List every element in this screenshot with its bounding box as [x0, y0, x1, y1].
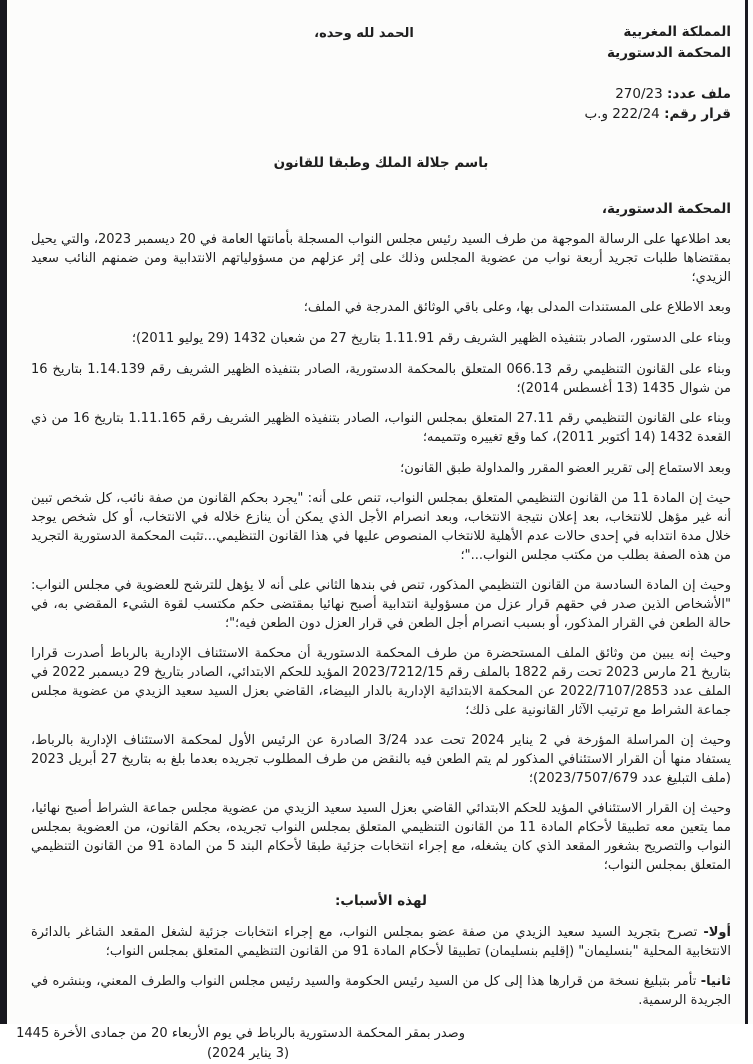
file-number-value: 270/23 [615, 85, 663, 102]
court-intro-line: المحكمة الدستورية، [601, 200, 731, 217]
paragraph-constitution-basis: وبناء على الدستور، الصادر بتنفيذه الظهير الشريف رقم 1.11.91 بتاريخ 27 من شعبان 1432 (29 يوليو 2011)؛ [131, 331, 731, 347]
document-content [7, 0, 745, 1064]
paragraph-article-11: حيث إن المادة 11 من القانون التنظيمي المتعلق بمجلس النواب، تنص على أنه: "يجرد بحكم القانون من صفة نائب، كل شخص تبين أنه غير مؤهل للانتخاب، بعد إعلان نتيجة الانتخاب، وبعد انصرام الأجل الذي يمكن أن ينازع خلاله في الانتخاب، أو كل شخص يوجد خلال مدة انتدابه في إحدى حالات عدم الأهلية للانتخاب المنصوص عليها في هذا القانون التنظيمي...تثبت المحكمة الدستورية التجريد من هذه الصفة بطلب من مكتب مجلس النواب..."؛ [31, 491, 731, 563]
ruling-first-label: أولا- [703, 924, 731, 940]
case-references [31, 84, 731, 125]
file-number-label: ملف عدد: [667, 85, 731, 102]
letterhead [607, 22, 731, 64]
paragraph-documents-review: وبعد الاطلاع على المستندات المدلى بها، وعلى باقي الوثائق المدرجة في الملف؛ [303, 300, 731, 316]
paragraph-appeal-ruling: وحيث إنه يبين من وثائق الملف المستحضرة من طرف المحكمة الدستورية أن محكمة الاستئناف الإدارية بالرباط أصدرت قرارا بتاريخ 21 مارس 2023 تحت رقم 1822 بالملف رقم 2023/7212/15 المؤيد للحكم الابتدائي، الصادر بتاريخ 29 ديسمبر 2022 في الملف عدد 2022/7107/2853 عن المحكمة الابتدائية الإدارية بالدار البيضاء، القاضي بعزل السيد سعيد الزيدي من عضوية مجلس جماعة الشراط مع ترتيب الآثار القانونية على ذلك؛ [31, 646, 732, 718]
decision-number-value: 222/24 و.ب [584, 106, 660, 123]
closing-block [16, 1025, 465, 1064]
court-title: المحكمة الدستورية [606, 44, 731, 61]
ruling-second [31, 973, 731, 1010]
file-number-line [31, 84, 731, 104]
basmala: الحمد لله وحده، [314, 26, 414, 41]
ruling-second-label: ثانيا- [700, 974, 731, 990]
scan-right-edge [745, 0, 748, 1024]
decision-number-label: قرار رقم: [664, 106, 731, 123]
paragraph-organic-law-court: وبناء على القانون التنظيمي رقم 066.13 المتعلق بالمحكمة الدستورية، الصادر بتنفيذه الظهير الشريف رقم 1.14.139 بتاريخ 16 من شوال 1435 (13 أغسطس 2014)؛ [31, 361, 731, 396]
kingdom-title: المملكة المغربية [623, 24, 731, 40]
scan-left-edge [0, 0, 7, 1024]
ruling-first-text: تصرح بتجريد السيد سعيد الزيدي من صفة عضو بمجلس النواب، مع إجراء انتخابات جزئية لشغل المقعد الشاغر بالدائرة الانتخابية المحلية "بنسليمان" (إقليم بنسليمان) تطبيقا لأحكام المادة 91 من القانون التنظيمي المتعلق بمجلس النواب؛ [31, 924, 731, 959]
paragraph-final-ruling: وحيث إن القرار الاستئنافي المؤيد للحكم الابتدائي القاضي بعزل السيد سعيد الزيدي من عضوية مجلس جماعة الشراط أصبح نهائيا، مما يتعين معه تطبيقا لأحكام المادة 11 من القانون التنظيمي المتعلق بمجلس النواب تجريده، بحكم القانون، من العضوية بمجلس النواب والتصريح بشغور المقعد الذي كان يشغله، مع إجراء انتخابات جزئية طبقا لأحكام البند 5 من المادة 91 من القانون التنظيمي المتعلق بمجلس النواب؛ [31, 801, 732, 873]
in-the-name-of-king-title: باسم جلالة الملك وطبقا للقانون [273, 155, 489, 172]
ruling-first [31, 924, 731, 961]
reasons-heading: لهذه الأسباب: [335, 893, 427, 910]
issuance-gregorian-date: (3 يناير 2024) [206, 1046, 290, 1062]
paragraph-rapporteur-report: وبعد الاستماع إلى تقرير العضو المقرر والمداولة طبق القانون؛ [400, 460, 731, 476]
issuance-place-date: وصدر بمقر المحكمة الدستورية بالرباط في يوم الأربعاء 20 من جمادى الأخرة 1445 [16, 1025, 465, 1041]
decision-number-line [31, 104, 731, 124]
paragraph-organic-law-house: وبناء على القانون التنظيمي رقم 27.11 المتعلق بمجلس النواب، الصادر بتنفيذه الظهير الشريف رقم 1.11.165 بتاريخ 16 من ذي القعدة 1432 (14 أكتوبر 2011)، كما وقع تغييره وتتميمه؛ [31, 411, 731, 445]
paragraph-article-6: وحيث إن المادة السادسة من القانون التنظيمي المذكور، تنص في بندها الثاني على أنه لا يؤهل للترشح للعضوية في مجلس النواب: "الأشخاص الذين صدر في حقهم قرار عزل من مسؤولية انتدابية أصبح نهائيا بمقتضى حكم مكتسب لقوة الشيء المقضي به، في حالة الطعن في القرار المذكور، أو بسبب انصرام أجل الطعن في قرار العزل دون الطعن فيه؛"؛ [31, 578, 731, 631]
ruling-second-text: تأمر بتبليغ نسخة من قرارها هذا إلى كل من السيد رئيس الحكومة والسيد رئيس مجلس النواب والطرف المعني، وبنشره في الجريدة الرسمية. [31, 974, 731, 1008]
paragraph-correspondence: وحيث إن المراسلة المؤرخة في 2 يناير 2024 تحت عدد 3/24 الصادرة عن الرئيس الأول لمحكمة الاستئناف الإدارية بالرباط، يستفاد منها أن القرار الاستئنافي المذكور لم يتم الطعن فيه بالنقض من طرف المطلوب تجريده بعدما بلغ به بتاريخ 27 أبريل 2023 (ملف التبليغ عدد 2023/7507/679)؛ [31, 733, 732, 786]
paragraph-letter-receipt: بعد اطلاعها على الرسالة الموجهة من طرف السيد رئيس مجلس النواب المسجلة بأمانتها العامة في 20 ديسمبر 2023، والتي يحيل بمقتضاها طلبات تجريد أربعة نواب من عضوية المجلس وذلك على إثر عزلهم من مسؤولياتهم الانتدابية ومن ضمنهم النائب سعيد الزيدي؛ [31, 232, 731, 285]
document-header [31, 22, 731, 64]
